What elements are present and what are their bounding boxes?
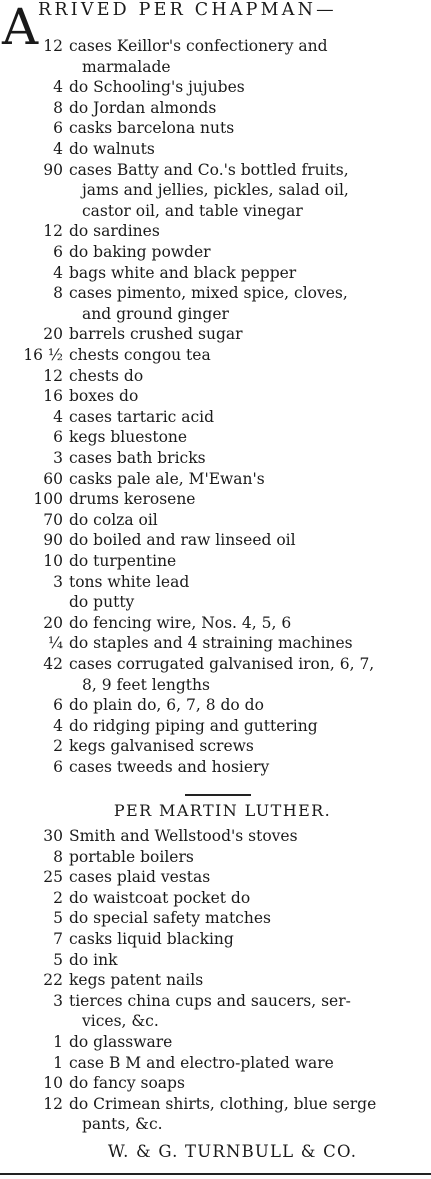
item-description: tons white lead (69, 572, 190, 591)
item-description: do special safety matches (69, 909, 271, 928)
bottom-rule (0, 1173, 431, 1175)
signature: W. & G. TURNBULL & CO. (107, 1142, 358, 1161)
item-description: do fancy soaps (69, 1074, 185, 1093)
item-quantity: 6 (53, 119, 63, 138)
item-quantity: 16 ½ (23, 346, 63, 364)
item-quantity: 42 (43, 655, 63, 673)
item-description: kegs galvanised screws (69, 737, 254, 756)
item-quantity: 2 (53, 888, 63, 907)
headline: RRIVED PER CHAPMAN— (38, 0, 337, 20)
item-description: boxes do (69, 387, 139, 406)
item-description: kegs bluestone (69, 428, 188, 447)
item-description: chests congou tea (69, 346, 211, 364)
item-description: cases corrugated galvanised iron, 6, 7, (69, 655, 375, 673)
item-description: do turpentine (69, 552, 177, 570)
item-quantity: 4 (53, 407, 63, 426)
item-quantity: 90 (43, 531, 63, 550)
item-quantity: 2 (53, 737, 63, 756)
item-description: castor oil, and table vinegar (82, 201, 303, 220)
item-description: do glassware (69, 1033, 173, 1051)
item-quantity: 3 (53, 572, 63, 591)
item-quantity: ¼ (47, 634, 63, 653)
item-description: do walnuts (69, 140, 155, 158)
item-quantity: 12 (43, 222, 63, 241)
item-description: kegs patent nails (69, 971, 204, 990)
item-quantity: 1 (53, 1033, 63, 1051)
item-quantity: 12 (43, 37, 63, 55)
item-description: cases pimento, mixed spice, cloves, (69, 284, 348, 303)
item-description: do plain do, 6, 7, 8 do do (69, 696, 264, 715)
item-description: chests do (69, 366, 144, 385)
item-quantity: 25 (43, 868, 63, 887)
item-description: do baking powder (69, 243, 211, 261)
item-quantity: 6 (53, 243, 63, 261)
item-description: barrels crushed sugar (69, 325, 243, 344)
item-description: casks pale ale, M'Ewan's (69, 469, 265, 488)
item-description: do Crimean shirts, clothing, blue serge (69, 1094, 377, 1113)
item-quantity: 100 (33, 490, 63, 509)
item-quantity: 4 (53, 263, 63, 282)
item-description: cases Batty and Co.'s bottled fruits, (69, 160, 349, 179)
item-quantity: 4 (53, 140, 63, 158)
item-quantity: 22 (43, 971, 63, 990)
item-description: do colza oil (69, 510, 158, 529)
item-description: Smith and Wellstood's stoves (69, 827, 298, 845)
item-quantity: 12 (43, 1094, 63, 1113)
item-description: do ink (69, 950, 118, 969)
item-description: jams and jellies, pickles, salad oil, (82, 181, 349, 200)
item-quantity: 60 (43, 469, 63, 488)
item-quantity: 70 (43, 510, 63, 529)
item-quantity: 8 (53, 98, 63, 117)
item-description: marmalade (82, 57, 171, 76)
item-quantity: 10 (43, 1074, 63, 1093)
item-description: do waistcoat pocket do (69, 888, 251, 907)
item-description: pants, &c. (82, 1115, 163, 1134)
item-description: drums kerosene (69, 490, 196, 509)
item-description: tierces china cups and saucers, ser- (69, 991, 351, 1010)
item-description: do ridging piping and guttering (69, 716, 318, 735)
item-description: cases plaid vestas (69, 868, 211, 887)
item-description: do putty (69, 593, 135, 612)
item-description: case B M and electro-plated ware (69, 1053, 334, 1072)
item-quantity: 3 (53, 449, 63, 467)
item-quantity: 90 (43, 160, 63, 179)
item-quantity: 4 (53, 716, 63, 735)
item-quantity: 5 (53, 909, 63, 928)
subheading: PER MARTIN LUTHER. (113, 801, 332, 820)
item-description: cases tartaric acid (69, 407, 215, 426)
item-quantity: 5 (53, 950, 63, 969)
item-quantity: 20 (43, 613, 63, 632)
item-quantity: 7 (53, 930, 63, 948)
item-quantity: 8 (53, 847, 63, 866)
item-description: do sardines (69, 222, 160, 241)
item-quantity: 6 (53, 758, 63, 776)
item-description: cases tweeds and hosiery (69, 758, 270, 776)
item-description: cases Keillor's confectionery and (69, 37, 328, 55)
item-description: casks liquid blacking (69, 930, 234, 948)
item-quantity: 10 (43, 552, 63, 570)
item-description: do Schooling's jujubes (69, 78, 245, 97)
item-description: vices, &c. (82, 1012, 159, 1031)
item-description: bags white and black pepper (69, 263, 297, 282)
item-quantity: 6 (53, 428, 63, 447)
item-description: do Jordan almonds (69, 98, 217, 117)
item-quantity: 1 (53, 1053, 63, 1072)
section-divider (185, 794, 251, 796)
item-quantity: 16 (43, 387, 63, 406)
item-quantity: 4 (53, 78, 63, 97)
item-quantity: 8 (53, 284, 63, 303)
item-description: and ground ginger (82, 304, 229, 323)
item-quantity: 6 (53, 696, 63, 715)
item-description: cases bath bricks (69, 449, 206, 467)
item-description: do staples and 4 straining machines (69, 634, 353, 653)
item-description: do boiled and raw linseed oil (69, 531, 296, 550)
item-description: portable boilers (69, 847, 194, 866)
item-quantity: 12 (43, 366, 63, 385)
item-quantity: 20 (43, 325, 63, 344)
item-description: do fencing wire, Nos. 4, 5, 6 (69, 613, 292, 632)
item-description: 8, 9 feet lengths (82, 675, 210, 694)
item-quantity: 30 (43, 827, 63, 845)
drop-cap: A (2, 0, 39, 56)
item-quantity: 3 (53, 991, 63, 1010)
item-description: casks barcelona nuts (69, 119, 235, 138)
